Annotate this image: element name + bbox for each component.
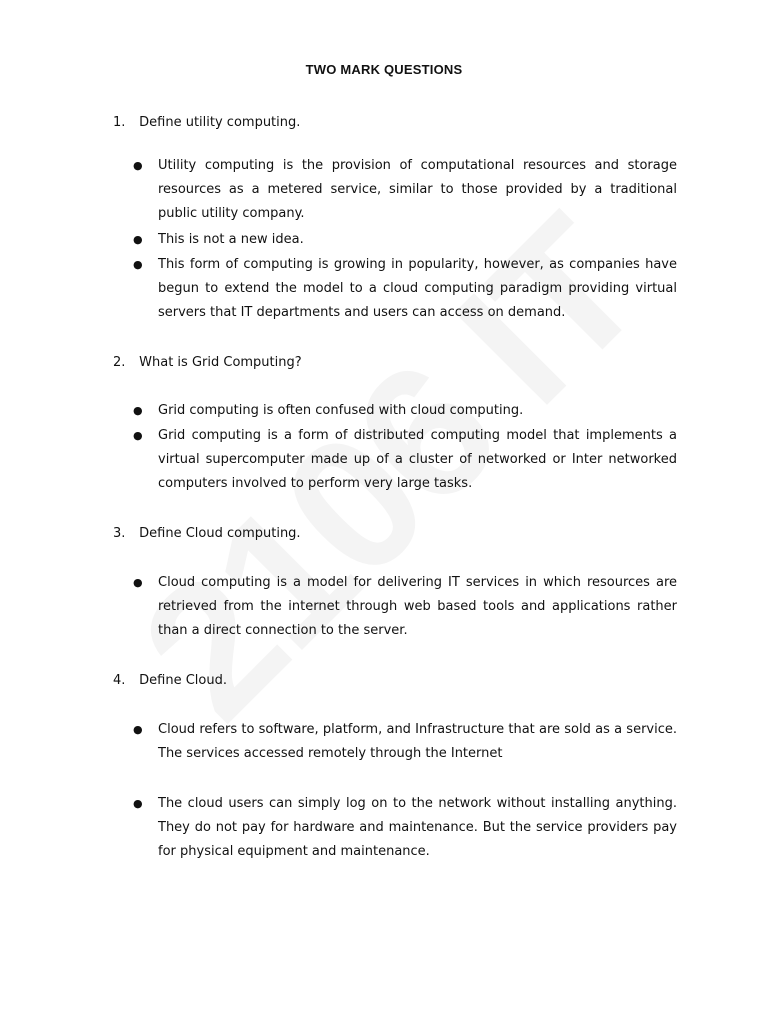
bullet-item — [133, 228, 677, 252]
bullet-text: Cloud computing is a model for delivering IT services in which resources are retrieved from the internet through web based tools and applications rather than a direct connection to the server. — [158, 575, 677, 638]
bullet-icon: ● — [133, 723, 143, 736]
bullet-text: Cloud refers to software, platform, and Infrastructure that are sold as a service. The services accessed remotely through the Internet — [158, 722, 677, 761]
bullet-text: Utility computing is the provision of computational resources and storage resources as a metered service, similar to those provided by a traditional public utility company. — [158, 158, 677, 221]
bullet-icon: ● — [133, 404, 143, 417]
question-3 — [113, 522, 683, 546]
bullet-item — [133, 253, 677, 325]
bullet-text: Grid computing is often confused with cloud computing. — [158, 403, 524, 418]
bullet-item — [133, 154, 677, 226]
bullet-text: This is not a new idea. — [158, 232, 304, 247]
bullet-icon: ● — [133, 233, 143, 246]
question-number: 4. — [113, 673, 126, 688]
question-text: Define Cloud. — [139, 673, 227, 688]
bullet-text: The cloud users can simply log on to the network without installing anything. They do not pay for hardware and maintenance. But the service providers pay for physical equipment and maintenance. — [158, 796, 677, 859]
question-1 — [113, 111, 683, 135]
bullet-text: Grid computing is a form of distributed computing model that implements a virtual supercomputer made up of a cluster of networked or Inter networked computers involved to perform very large tasks. — [158, 428, 677, 491]
bullet-icon: ● — [133, 258, 143, 271]
question-number: 3. — [113, 526, 126, 541]
bullet-icon: ● — [133, 576, 143, 589]
question-4 — [113, 669, 683, 693]
bullet-item — [133, 571, 677, 643]
question-number: 1. — [113, 115, 126, 130]
bullet-text: This form of computing is growing in popularity, however, as companies have begun to extend the model to a cloud computing paradigm providing virtual servers that IT departments and users can access on demand. — [158, 257, 677, 320]
bullet-item — [133, 399, 677, 423]
bullet-item — [133, 792, 677, 864]
bullet-item — [133, 424, 677, 496]
bullet-item — [133, 718, 677, 766]
question-number: 2. — [113, 355, 126, 370]
bullet-icon: ● — [133, 159, 143, 172]
question-text: Define utility computing. — [139, 115, 301, 130]
question-text: What is Grid Computing? — [139, 355, 302, 370]
bullet-icon: ● — [133, 429, 143, 442]
question-2 — [113, 351, 683, 375]
question-text: Define Cloud computing. — [139, 526, 301, 541]
bullet-icon: ● — [133, 797, 143, 810]
page-title: TWO MARK QUESTIONS — [305, 62, 463, 77]
